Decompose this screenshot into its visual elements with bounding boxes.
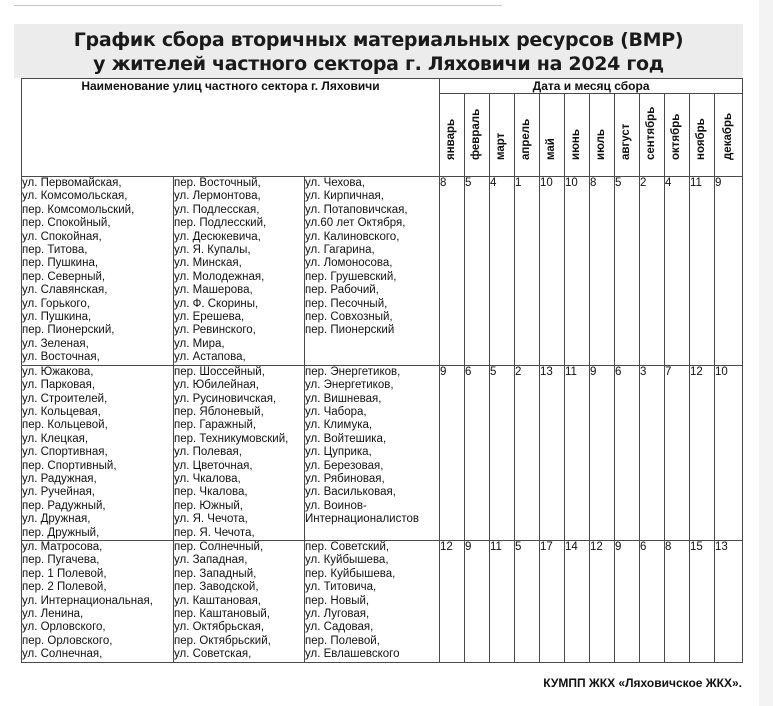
- schedule-body: [22, 177, 743, 663]
- month-label: июль: [595, 129, 608, 160]
- street-name: ул. Десюкевича,: [174, 230, 261, 243]
- street-name: пер. Совхозный,: [305, 311, 393, 324]
- street-name: пер. Полевой,: [305, 634, 380, 647]
- street-name: ул.60 лет Октября,: [305, 217, 406, 230]
- street-list-cell: [174, 365, 305, 540]
- street-name: пер. Энергетиков,: [305, 365, 401, 378]
- street-name: ул. Астапова,: [174, 351, 246, 364]
- street-name: пер. Советский,: [305, 540, 390, 553]
- collection-date-cell: 8: [440, 177, 465, 366]
- street-name: ул. Кольцевая,: [22, 405, 101, 418]
- street-name: пер. 1 Полевой,: [22, 567, 107, 580]
- street-name: ул. Березовая,: [305, 459, 384, 472]
- street-name: ул. Куйбышева,: [305, 554, 389, 567]
- street-name: ул. Октябрьская,: [174, 621, 265, 634]
- month-label: ноябрь: [695, 118, 708, 160]
- collection-date-cell: 4: [665, 177, 690, 366]
- collection-date-cell: 4: [490, 177, 515, 366]
- street-name: пер. Заводской,: [174, 581, 259, 594]
- street-name: ул. Я. Чечота,: [174, 513, 248, 526]
- street-name: ул. Цуприка,: [305, 446, 372, 459]
- collection-date-cell: 8: [665, 540, 690, 662]
- street-name: ул. Мира,: [174, 337, 225, 350]
- street-list-cell: [305, 365, 440, 540]
- street-name: пер. Я. Чечота,: [174, 526, 255, 539]
- street-name: ул. Калиновского,: [305, 230, 400, 243]
- street-name: ул. Интернациональная,: [22, 594, 153, 607]
- month-header: [715, 94, 743, 177]
- street-name: ул. Полевая,: [174, 446, 242, 459]
- street-name: ул. Энергетиков,: [305, 379, 394, 392]
- street-name: пер. Рабочий,: [305, 284, 379, 297]
- month-header: [440, 94, 465, 177]
- street-name: пер. Титова,: [22, 244, 88, 257]
- collection-date-cell: 10: [715, 365, 743, 540]
- street-name: ул. Дружная,: [22, 513, 91, 526]
- street-name: пер. Пушкина,: [22, 257, 99, 270]
- page-title-line-1: График сбора вторичных материальных ресурсов (ВМР): [73, 29, 684, 51]
- top-divider: [14, 5, 502, 6]
- street-name: ул. Машерова,: [174, 284, 253, 297]
- street-name: ул. Матросова,: [22, 540, 103, 553]
- street-name: пер. Пугачева,: [22, 554, 100, 567]
- collection-date-cell: 8: [590, 177, 615, 366]
- street-name: пер. Спокойный,: [22, 217, 111, 230]
- collection-date-cell: 17: [540, 540, 565, 662]
- street-name: ул. Радужная,: [22, 472, 97, 485]
- street-name: ул. Подлесская,: [174, 203, 260, 216]
- collection-date-cell: 13: [540, 365, 565, 540]
- table-row: [22, 540, 743, 662]
- street-name: пер. Грушевский,: [305, 270, 397, 283]
- collection-date-cell: 9: [715, 177, 743, 366]
- title-band: [14, 24, 743, 78]
- street-name: ул. Ф. Скорины,: [174, 297, 259, 310]
- street-name: ул. Первомайская,: [22, 177, 122, 189]
- street-name: пер. Комсомольский,: [22, 203, 135, 216]
- street-name: ул. Минская,: [174, 257, 242, 270]
- street-name: ул. Вишневая,: [305, 392, 382, 405]
- month-label: февраль: [470, 108, 483, 160]
- street-name: ул. Садовая,: [305, 621, 374, 634]
- street-name: пер. Солнечный,: [174, 540, 264, 553]
- street-name: ул. Комсомольская,: [22, 190, 128, 203]
- month-header: [465, 94, 490, 177]
- month-header: [590, 94, 615, 177]
- street-name: пер. Радужный,: [22, 499, 106, 512]
- street-name: ул. Ручейная,: [22, 486, 95, 499]
- schedule-table: [21, 78, 743, 663]
- street-name: пер. Яблоневый,: [174, 405, 264, 418]
- collection-date-cell: 15: [690, 540, 715, 662]
- street-name: пер. Техникумовский,: [174, 432, 289, 445]
- month-label: сентябрь: [645, 106, 658, 160]
- street-name: ул. Титовича,: [305, 581, 377, 594]
- month-label: март: [495, 132, 508, 160]
- month-header: [615, 94, 640, 177]
- street-name: ул. Климука,: [305, 419, 373, 432]
- collection-date-cell: 11: [690, 177, 715, 366]
- month-label: июнь: [570, 129, 583, 160]
- street-name: ул. Чехова,: [305, 177, 365, 189]
- collection-date-cell: 6: [640, 540, 665, 662]
- collection-date-cell: 2: [640, 177, 665, 366]
- street-name: ул. Гагарина,: [305, 244, 375, 257]
- month-header: [515, 94, 540, 177]
- street-list-cell: [22, 540, 174, 662]
- street-name: пер. Чкалова,: [174, 486, 248, 499]
- street-name: ул. Парковая,: [22, 379, 96, 392]
- street-name: ул. Кирпичная,: [305, 190, 384, 203]
- collection-date-cell: 9: [615, 540, 640, 662]
- street-name: ул. Русиновичская,: [174, 392, 277, 405]
- street-name: ул. Орловского,: [22, 621, 106, 634]
- street-name: пер. Каштановый,: [174, 608, 271, 620]
- street-list-cell: [22, 365, 174, 540]
- street-name: пер. 2 Полевой,: [22, 581, 107, 594]
- street-name: ул. Южакова,: [22, 365, 94, 378]
- street-name: пер. Песочный,: [305, 297, 388, 310]
- month-label: январь: [445, 118, 458, 160]
- street-name: пер. Восточный,: [174, 177, 261, 189]
- month-label: май: [545, 138, 558, 160]
- collection-date-cell: 6: [465, 365, 490, 540]
- street-name: пер. Кольцевой,: [22, 419, 108, 432]
- table-row: [22, 177, 743, 366]
- collection-date-cell: 11: [565, 365, 590, 540]
- collection-date-cell: 2: [515, 365, 540, 540]
- collection-date-cell: 10: [565, 177, 590, 366]
- collection-date-cell: 1: [515, 177, 540, 366]
- street-name: ул. Спокойная,: [22, 230, 102, 243]
- street-name: ул. Чкалова,: [174, 472, 241, 485]
- street-name: пер. Пионерский: [305, 324, 395, 337]
- collection-date-cell: 9: [440, 365, 465, 540]
- month-label: декабрь: [721, 112, 734, 160]
- collection-date-cell: 5: [465, 177, 490, 366]
- street-name: пер. Новый,: [305, 594, 370, 607]
- street-name: ул. Чабора,: [305, 405, 367, 418]
- street-name: ул. Западная,: [174, 554, 248, 567]
- street-name: ул. Воинов-: [305, 499, 367, 512]
- collection-date-cell: 14: [565, 540, 590, 662]
- street-name: пер. Дружный,: [22, 526, 100, 539]
- month-header: [665, 94, 690, 177]
- street-name: ул. Пушкина,: [22, 311, 92, 324]
- month-header: [690, 94, 715, 177]
- street-name: пер. Шоссейный,: [174, 365, 265, 378]
- street-name: пер. Спортивный,: [22, 459, 117, 472]
- street-name: ул. Потаповичская,: [305, 203, 408, 216]
- street-name: ул. Клецкая,: [22, 432, 89, 445]
- page-edge: [759, 0, 773, 706]
- organization-credit: КУМПП ЖКХ «Ляховичское ЖКХ».: [543, 676, 742, 690]
- street-name: пер. Пионерский,: [22, 324, 115, 337]
- collection-date-cell: 9: [590, 365, 615, 540]
- street-name: ул. Ерешева,: [174, 311, 245, 324]
- street-name: ул. Ревинского,: [174, 324, 256, 337]
- street-name: пер. Орловского,: [22, 634, 113, 647]
- street-name: ул. Я. Купалы,: [174, 244, 251, 257]
- collection-date-cell: 5: [490, 365, 515, 540]
- street-name: ул. Юбилейная,: [174, 379, 259, 392]
- month-header: [540, 94, 565, 177]
- collection-date-cell: 10: [540, 177, 565, 366]
- street-name: ул. Строителей,: [22, 392, 108, 405]
- street-name: ул. Советская,: [174, 648, 252, 661]
- dates-header: Дата и месяц сбора: [440, 79, 743, 94]
- street-name: ул. Каштановая,: [174, 594, 261, 607]
- collection-date-cell: 11: [490, 540, 515, 662]
- collection-date-cell: 5: [615, 177, 640, 366]
- collection-date-cell: 12: [690, 365, 715, 540]
- street-list-cell: [22, 177, 174, 366]
- street-name: ул. Ломоносова,: [305, 257, 393, 270]
- month-label: апрель: [520, 118, 533, 160]
- street-name: ул. Лермонтова,: [174, 190, 261, 203]
- street-name: пер. Октябрьский,: [174, 634, 271, 647]
- month-header: [640, 94, 665, 177]
- street-name: ул. Восточная,: [22, 351, 100, 364]
- street-list-cell: [305, 540, 440, 662]
- street-name: пер. Северный,: [22, 270, 106, 283]
- street-name: пер. Южный,: [174, 499, 243, 512]
- collection-date-cell: 9: [465, 540, 490, 662]
- table-row: [22, 365, 743, 540]
- collection-date-cell: 7: [665, 365, 690, 540]
- street-name: ул. Луговая,: [305, 608, 370, 620]
- month-header: [565, 94, 590, 177]
- street-list-cell: [174, 540, 305, 662]
- page-title-line-2: у жителей частного сектора г. Ляховичи на 2024 год: [93, 53, 664, 75]
- street-list-cell: [305, 177, 440, 366]
- street-name: ул. Евлашевского: [305, 648, 400, 661]
- street-name: ул. Солнечная,: [22, 648, 103, 661]
- collection-date-cell: 12: [440, 540, 465, 662]
- month-header: [490, 94, 515, 177]
- collection-date-cell: 5: [515, 540, 540, 662]
- month-label: октябрь: [670, 113, 683, 160]
- street-name: пер. Гаражный,: [174, 419, 257, 432]
- street-name: ул. Молодежная,: [174, 270, 265, 283]
- street-name: Интернационалистов: [305, 513, 419, 526]
- street-name: ул. Горького,: [22, 297, 90, 310]
- street-name: ул. Ленина,: [22, 608, 84, 620]
- streets-header: Наименование улиц частного сектора г. Ляховичи: [22, 79, 440, 177]
- street-list-cell: [174, 177, 305, 366]
- street-name: ул. Зеленая,: [22, 337, 89, 350]
- street-name: пер. Западный,: [174, 567, 257, 580]
- street-name: ул. Васильковая,: [305, 486, 396, 499]
- collection-date-cell: 13: [715, 540, 743, 662]
- street-name: ул. Славянская,: [22, 284, 108, 297]
- collection-date-cell: 3: [640, 365, 665, 540]
- street-name: ул. Цветочная,: [174, 459, 253, 472]
- collection-date-cell: 6: [615, 365, 640, 540]
- street-name: ул. Спортивная,: [22, 446, 108, 459]
- street-name: ул. Войтешика,: [305, 432, 387, 445]
- street-name: ул. Рябиновая,: [305, 472, 385, 485]
- street-name: пер. Куйбышева,: [305, 567, 396, 580]
- month-label: август: [620, 123, 633, 160]
- street-name: пер. Подлесский,: [174, 217, 267, 230]
- collection-date-cell: 12: [590, 540, 615, 662]
